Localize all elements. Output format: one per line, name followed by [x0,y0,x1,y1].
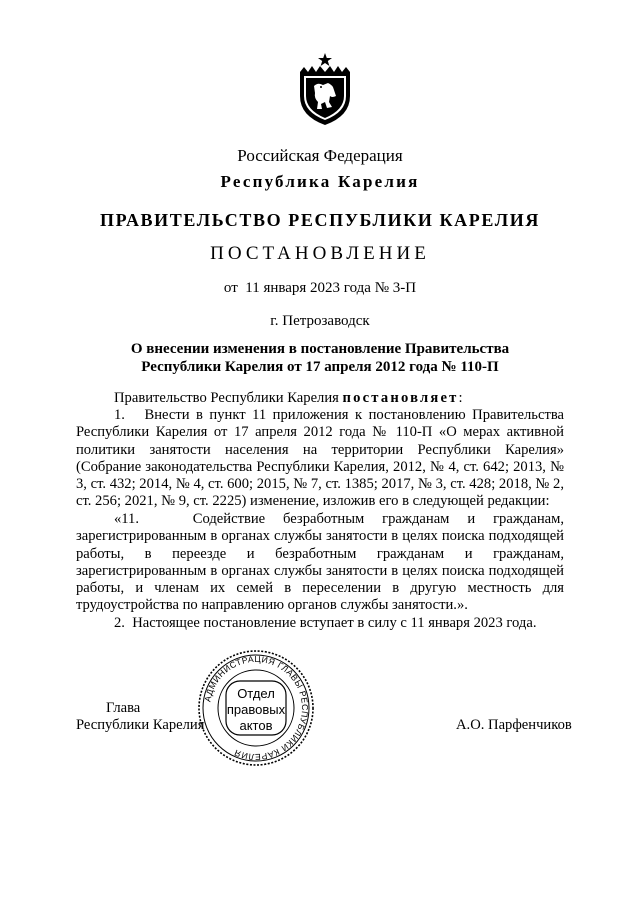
intro-text: Правительство Республики Карелия [114,390,343,406]
stamp-line3: актов [239,718,273,733]
signatory-title [76,700,236,735]
document-date-number: от 11 января 2023 года № 3-П [223,280,417,296]
paragraph-1: 1. Внести в пункт 11 приложения к постановлению Правительства Республики Карелия от 17 апреля 2012 года № 110-П «О мерах активной политики занятости населения на территории Республики Карелия» (Собрание законодательства Республики Карелия, 2012, № 4, ст. 642; 2013, № 3, ст. 432; 2014, № 4, ст. 600; 2015, № 7, ст. 1385; 2017, № 3, ст. 428; 2018, № 2, ст. 256; 2021, № 9, ст. 2225) изменение, изложив его в следующей редакции: [76,407,568,510]
document-title-line2: Республики Карелия от 17 апреля 2012 года № 110-П [141,359,499,375]
signatory-title-line2: Республики Карелия [76,717,205,734]
signatory-title-line1: Глава [106,700,141,716]
intro-suffix: : [458,390,463,406]
paragraph-2: 2. Настоящее постановление вступает в силу с 11 января 2023 года. [114,615,537,631]
quoted-amendment: «11. Содействие безработным гражданам и гражданам, зарегистрированным в органах службы занятости в целях поиска подходящей работы, в переезде и безработным гражданам и гражданам, зарегистрированным в органах службы занятости в целях поиска подходящей работы, и членам их семей в переселении в другую местность для трудоустройства по направлению органов службы занятости.». [76,511,568,614]
stamp-line1: Отдел [237,686,275,701]
intro-paragraph [76,390,564,407]
document-type: ПОСТАНОВЛЕНИЕ [210,243,430,264]
stamp-ring-text: АДМИНИСТРАЦИЯ ГЛАВЫ РЕСПУБЛИКИ КАРЕЛИЯ [202,653,311,763]
republic-name: Республика Карелия [220,172,420,191]
intro-keyword: постановляет [342,390,459,406]
signatory-name: А.О. Парфенчиков [456,717,572,733]
document-city: г. Петрозаводск [270,313,370,329]
country-name: Российская Федерация [237,146,403,165]
stamp-line2: правовых [226,702,286,717]
document-title-line1: О внесении изменения в постановление Правительства [130,341,510,357]
government-heading: ПРАВИТЕЛЬСТВО РЕСПУБЛИКИ КАРЕЛИЯ [100,210,540,230]
document-title [0,340,640,376]
coat-of-arms-icon [296,52,354,126]
